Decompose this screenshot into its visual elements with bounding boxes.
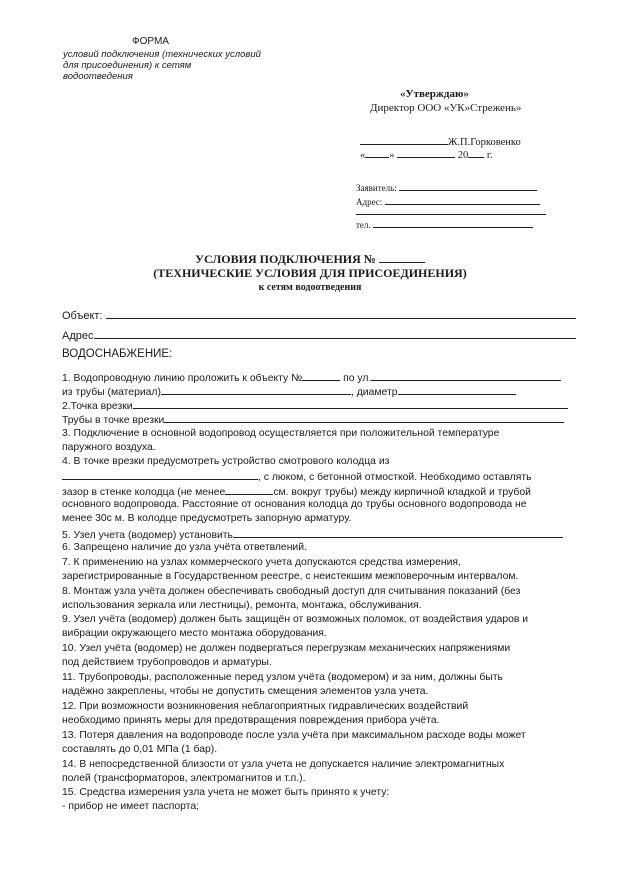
form-caption-title: ФОРМА [132,36,169,47]
body-line: вибрации окружающего место монтажа оборудования. [62,628,327,639]
body-line: полей (трансформаторов, электромагнитов и т.п.). [62,773,306,784]
diameter-label: , диаметр [350,387,398,398]
gap-text: см. вокруг трубы) между кирпичной кладкой и трубой [273,487,531,498]
approval-date-line [360,147,493,161]
phone-blank [373,219,533,228]
document-heading [0,251,620,267]
address-row-2 [356,206,546,217]
address-field-blank [94,328,576,339]
body-line: 13. Потеря давления на водопроводе после узла учёта при максимальном расходе воды может [62,730,526,741]
body-line: 7. К применению на узлах коммерческого учета допускаются средства измерения, [62,557,461,568]
body-line: 14. В непосредственной близости от узла учета не допускается наличие электромагнитных [62,759,505,770]
date-close-quote: » [389,150,395,161]
address-field-row [62,328,576,342]
applicant-label: Заявитель: [356,183,397,193]
date-year-prefix: 20 [457,150,469,161]
body-line: паружного воздуха. [62,442,156,453]
approval-title: «Утверждаю» [400,88,469,100]
tie-in-point-blank [133,399,568,409]
body-line [62,485,580,498]
pipe-material-label: из трубы (материал) [62,387,161,398]
object-field-row [62,308,576,322]
body-line: надёжно закреплены, чтобы не допустить смещения элементов узла учета. [62,686,429,697]
heading-line2: (ТЕХНИЧЕСКИЕ УСЛОВИЯ ДЛЯ ПРИСОЕДИНЕНИЯ) [153,266,467,280]
body-line: 10. Узел учёта (водомер) не должен подвергаться перегрузкам механических напряжениями [62,643,511,654]
body-line: 12. При возможности возникновения неблагоприятных гидравлических воздействий [62,701,469,712]
diameter-blank [398,385,516,395]
date-open-quote: « [360,150,366,161]
body-line: 4. В точке врезки предусмотреть устройство смотрового колодца из [62,456,390,467]
approval-signer: Ж.П.Горковенко [448,137,521,148]
signature-blank [360,134,448,145]
street-label: по ул. [343,373,372,384]
body-line: необходимо принять меры для предотвращения повреждения прибора учёта. [62,715,440,726]
tie-in-pipes-label: Трубы в точке врезки [62,415,165,426]
body-line: 9. Узел учёта (водомер) должен быть защищён от возможных поломок, от воздействия ударов и [62,614,529,625]
body-line [62,385,580,398]
phone-row [356,219,533,230]
year-blank [468,147,484,158]
body-line: 3. Подключение в основной водопровод осуществляется при положительной температуре [62,428,500,439]
object-label: Объект: [62,310,103,322]
body-line: составлять до 0,01 МПа (1 бар). [62,744,218,755]
form-caption-line: водоотведения [63,71,133,82]
body-line: основного водопровода. Расстояние от основания колодца до трубы основного водопровода не [62,499,527,510]
body-line [62,371,580,384]
day-blank [365,147,389,158]
heading-number-blank [379,251,425,263]
body-line [62,413,580,426]
meter-install-blank [233,528,563,538]
gap-label: зазор в стенке колодца (не менее [62,487,226,498]
form-caption-line: условий подключения (технических условий [63,49,261,60]
body-line: использования зеркала или лестницы), ремонта, монтажа, обслуживания. [62,600,422,611]
body-line: 11. Трубопроводы, расположенные перед узлом учёта (водомером) и за ним, должны быть [62,672,503,683]
section-title: ВОДОСНАБЖЕНИЕ: [62,348,173,360]
body-line: 15. Средства измерения узла учета не может быть принято к учету: [62,787,390,798]
gap-blank [225,485,273,495]
body-line [62,528,580,541]
date-year-suffix: г. [486,150,493,161]
approval-director: Директор ООО «УК»Стрежень» [370,102,522,114]
body-line: - прибор не имеет паспорта; [62,801,200,812]
address-blank-2 [356,206,546,215]
tie-in-point-label: 2.Точка врезки [62,401,133,412]
applicant-blank [399,182,537,191]
body-line [62,470,580,483]
address-blank [385,196,540,205]
approval-signature-line [360,134,521,148]
body-line: менее 30с м. В колодце предусмотреть запорную арматуру. [62,513,352,524]
phone-label: тел. [356,220,371,230]
heading-line3: к сетям водоотведения [258,282,362,293]
heading-line1: УСЛОВИЯ ПОДКЛЮЧЕНИЯ № [195,252,376,266]
object-number-blank [302,371,340,381]
well-material-blank [62,470,258,480]
body-line: 6. Запрещено наличие до узла учёта ответвлений. [62,542,307,553]
body-line: под действием трубопроводов и арматуры. [62,657,272,668]
form-caption-line: для присоединения) к сетям [63,60,192,71]
pipe-material-blank [161,385,351,395]
address-field-label: Адрес [62,330,94,342]
body-line: зарегистрированные в Государственном реестре, с неистекшим межповерочным интервалом. [62,571,519,582]
clause-1-text: 1. Водопроводную линию проложить к объекту № [62,373,303,384]
well-hatch-text: , с люком, с бетонной отмосткой. Необходимо оставлять [258,472,532,483]
tie-in-pipes-blank [164,413,564,423]
applicant-row [356,182,537,193]
meter-install-label: 5. Узел учета (водомер) установить [62,530,233,541]
month-blank [397,147,455,158]
object-blank [106,308,576,319]
applicant-address-label: Адрес: [356,197,383,207]
body-line [62,399,580,412]
body-line: 8. Монтаж узла учёта должен обеспечивать свободный доступ для считывания показаний (без [62,586,521,597]
street-blank [371,371,561,381]
